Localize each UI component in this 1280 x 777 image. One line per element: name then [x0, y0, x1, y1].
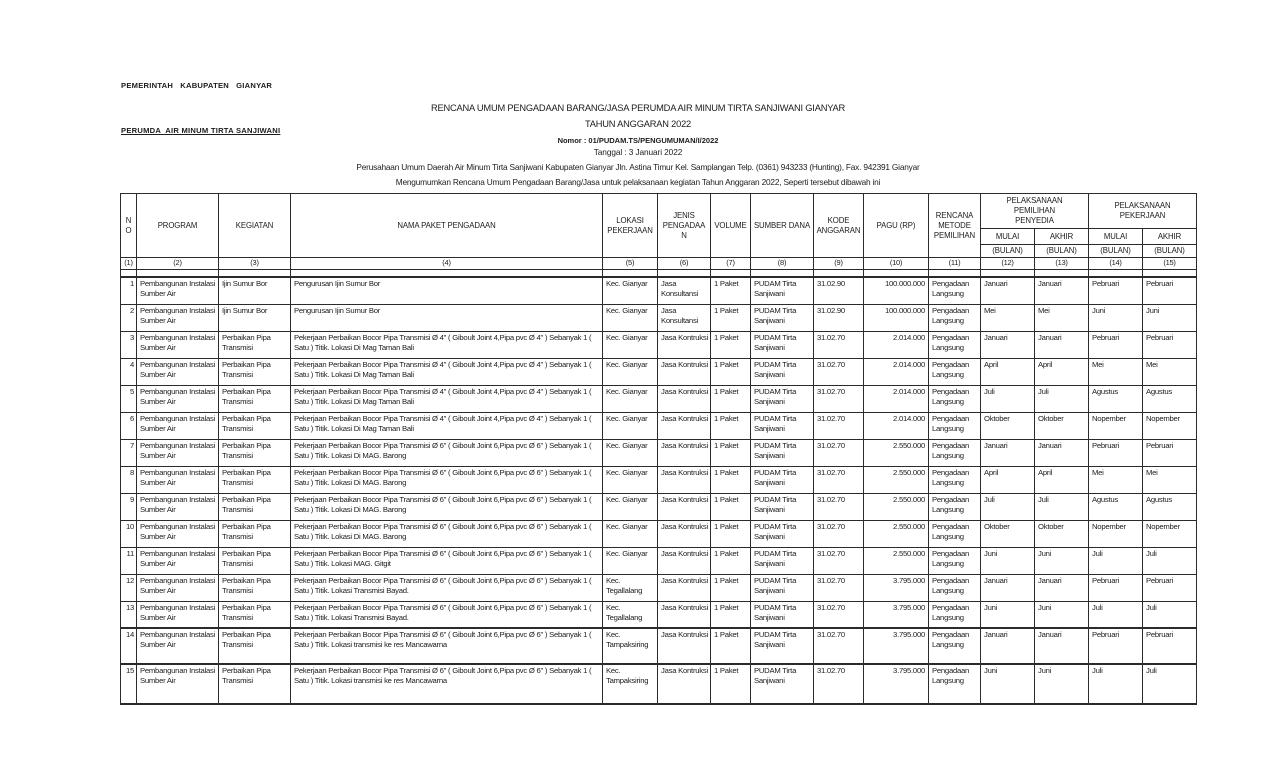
- cell-kegiatan: Perbaikan Pipa Transmisi: [219, 574, 291, 601]
- table-row: [121, 493, 1197, 520]
- cell-kegiatan: Ijin Sumur Bor: [219, 277, 291, 304]
- cell-mulai-pekerjaan: Juli: [1089, 547, 1143, 574]
- cell-lokasi: Kec. Gianyar: [603, 466, 658, 493]
- cell-akhir-pekerjaan: Juli: [1143, 601, 1197, 628]
- col-num-15: (15): [1143, 258, 1197, 270]
- cell-akhir-pekerjaan: Juli: [1143, 547, 1197, 574]
- cell-no: 10: [121, 520, 137, 547]
- cell-no: 5: [121, 385, 137, 412]
- col-num-9: (9): [814, 258, 864, 270]
- cell-metode: Pengadaan Langsung: [929, 466, 981, 493]
- cell-akhir-pemilihan: Oktober: [1035, 520, 1089, 547]
- cell-akhir-pemilihan: April: [1035, 466, 1089, 493]
- cell-lokasi: Kec. Gianyar: [603, 547, 658, 574]
- cell-mulai-pemilihan: Juni: [981, 547, 1035, 574]
- cell-jenis: Jasa Kontruksi: [658, 493, 711, 520]
- cell-mulai-pemilihan: Mei: [981, 304, 1035, 331]
- cell-kegiatan: Perbaikan Pipa Transmisi: [219, 412, 291, 439]
- cell-mulai-pekerjaan: Pebruari: [1089, 439, 1143, 466]
- column-number-row: [121, 258, 1197, 270]
- cell-mulai-pekerjaan: Juli: [1089, 664, 1143, 704]
- cell-mulai-pemilihan: Januari: [981, 331, 1035, 358]
- cell-lokasi: Kec. Gianyar: [603, 412, 658, 439]
- col-num-10: (10): [864, 258, 929, 270]
- cell-kegiatan: Perbaikan Pipa Transmisi: [219, 493, 291, 520]
- cell-lokasi: Kec. Gianyar: [603, 520, 658, 547]
- subheader-akhir-pekerjaan: AKHIR: [1143, 229, 1197, 245]
- cell-pagu: 2.014.000: [864, 331, 929, 358]
- cell-lokasi: Kec. Gianyar: [603, 331, 658, 358]
- table-row: [121, 331, 1197, 358]
- cell-sumber: PUDAM Tirta Sanjiwani: [751, 574, 814, 601]
- cell-pagu: 2.014.000: [864, 358, 929, 385]
- table-row: [121, 547, 1197, 574]
- col-header-kegiatan: KEGIATAN: [219, 194, 291, 258]
- col-num-11: (11): [929, 258, 981, 270]
- cell-lokasi: Kec. Gianyar: [603, 385, 658, 412]
- cell-jenis: Jasa Konsultansi: [658, 277, 711, 304]
- cell-kode: 31.02.90: [814, 277, 864, 304]
- cell-metode: Pengadaan Langsung: [929, 547, 981, 574]
- cell-jenis: Jasa Kontruksi: [658, 520, 711, 547]
- cell-program: Pembangunan Instalasi Sumber Air: [137, 331, 219, 358]
- cell-pagu: 2.550.000: [864, 520, 929, 547]
- cell-volume: 1 Paket: [711, 466, 751, 493]
- cell-akhir-pemilihan: Januari: [1035, 277, 1089, 304]
- cell-program: Pembangunan Instalasi Sumber Air: [137, 385, 219, 412]
- table-row: [121, 385, 1197, 412]
- cell-no: 13: [121, 601, 137, 628]
- cell-kegiatan: Perbaikan Pipa Transmisi: [219, 358, 291, 385]
- cell-kegiatan: Perbaikan Pipa Transmisi: [219, 664, 291, 704]
- cell-akhir-pekerjaan: Pebruari: [1143, 331, 1197, 358]
- cell-sumber: PUDAM Tirta Sanjiwani: [751, 277, 814, 304]
- cell-kode: 31.02.70: [814, 574, 864, 601]
- cell-lokasi: Kec. Gianyar: [603, 277, 658, 304]
- cell-lokasi: Kec. Gianyar: [603, 439, 658, 466]
- cell-sumber: PUDAM Tirta Sanjiwani: [751, 331, 814, 358]
- cell-jenis: Jasa Kontruksi: [658, 628, 711, 664]
- cell-kode: 31.02.70: [814, 331, 864, 358]
- page-subtitle: TAHUN ANGGARAN 2022: [584, 119, 692, 129]
- cell-pagu: 3.795.000: [864, 664, 929, 704]
- cell-volume: 1 Paket: [711, 664, 751, 704]
- cell-sumber: PUDAM Tirta Sanjiwani: [751, 412, 814, 439]
- cell-no: 11: [121, 547, 137, 574]
- cell-akhir-pekerjaan: Agustus: [1143, 493, 1197, 520]
- procurement-table: [120, 193, 1197, 705]
- cell-metode: Pengadaan Langsung: [929, 412, 981, 439]
- cell-no: 9: [121, 493, 137, 520]
- cell-mulai-pemilihan: Januari: [981, 439, 1035, 466]
- col-header-lokasi: LOKASI PEKERJAAN: [603, 194, 658, 258]
- table-row: [121, 439, 1197, 466]
- cell-akhir-pekerjaan: Pebruari: [1143, 277, 1197, 304]
- cell-mulai-pekerjaan: Pebruari: [1089, 331, 1143, 358]
- cell-mulai-pekerjaan: Juli: [1089, 601, 1143, 628]
- cell-akhir-pemilihan: Oktober: [1035, 412, 1089, 439]
- cell-nama: Pengurusan Ijin Sumur Bor: [291, 277, 603, 304]
- cell-kode: 31.02.70: [814, 601, 864, 628]
- cell-jenis: Jasa Kontruksi: [658, 466, 711, 493]
- cell-lokasi: Kec. Gianyar: [603, 304, 658, 331]
- col-num-6: (6): [658, 258, 711, 270]
- title-block: [120, 100, 1156, 189]
- cell-volume: 1 Paket: [711, 439, 751, 466]
- subheader-bulan-1: (BULAN): [981, 245, 1035, 258]
- cell-no: 14: [121, 628, 137, 664]
- cell-kegiatan: Perbaikan Pipa Transmisi: [219, 547, 291, 574]
- cell-akhir-pekerjaan: Pebruari: [1143, 628, 1197, 664]
- cell-mulai-pemilihan: Januari: [981, 574, 1035, 601]
- cell-program: Pembangunan Instalasi Sumber Air: [137, 439, 219, 466]
- col-header-kode-anggaran: KODE ANGGARAN: [814, 194, 864, 258]
- cell-mulai-pekerjaan: Pebruari: [1089, 574, 1143, 601]
- cell-no: 3: [121, 331, 137, 358]
- cell-mulai-pemilihan: Oktober: [981, 412, 1035, 439]
- subheader-bulan-4: (BULAN): [1143, 245, 1197, 258]
- cell-pagu: 2.014.000: [864, 412, 929, 439]
- cell-nama: Pekerjaan Perbaikan Bocor Pipa Transmisi Ø 6" ( Giboult Joint 6,Pipa pvc Ø 6" ) Sebanyak 1 ( Satu ) Titik. Lokasi Transmisi Bayad.: [291, 574, 603, 601]
- cell-volume: 1 Paket: [711, 277, 751, 304]
- cell-akhir-pemilihan: Januari: [1035, 628, 1089, 664]
- cell-jenis: Jasa Kontruksi: [658, 664, 711, 704]
- subheader-akhir-pemilihan: AKHIR: [1035, 229, 1089, 245]
- cell-sumber: PUDAM Tirta Sanjiwani: [751, 628, 814, 664]
- cell-mulai-pekerjaan: Nopember: [1089, 520, 1143, 547]
- group-header-pekerjaan-label: PELAKSANAAN PEKERJAAN: [1114, 201, 1171, 220]
- cell-volume: 1 Paket: [711, 304, 751, 331]
- cell-mulai-pemilihan: Juli: [981, 493, 1035, 520]
- table-row: [121, 412, 1197, 439]
- cell-no: 7: [121, 439, 137, 466]
- cell-program: Pembangunan Instalasi Sumber Air: [137, 628, 219, 664]
- cell-metode: Pengadaan Langsung: [929, 574, 981, 601]
- col-num-12: (12): [981, 258, 1035, 270]
- cell-sumber: PUDAM Tirta Sanjiwani: [751, 493, 814, 520]
- spacer-row: [121, 270, 1197, 278]
- subheader-mulai-pekerjaan: MULAI: [1089, 229, 1143, 245]
- cell-pagu: 2.550.000: [864, 466, 929, 493]
- cell-program: Pembangunan Instalasi Sumber Air: [137, 574, 219, 601]
- cell-program: Pembangunan Instalasi Sumber Air: [137, 601, 219, 628]
- cell-mulai-pekerjaan: Agustus: [1089, 385, 1143, 412]
- cell-akhir-pekerjaan: Nopember: [1143, 520, 1197, 547]
- cell-jenis: Jasa Kontruksi: [658, 385, 711, 412]
- cell-kegiatan: Perbaikan Pipa Transmisi: [219, 520, 291, 547]
- cell-nama: Pekerjaan Perbaikan Bocor Pipa Transmisi Ø 6" ( Giboult Joint 6,Pipa pvc Ø 6" ) Sebanyak 1 ( Satu ) Titik. Lokasi transmisi ke res Mancawarna: [291, 664, 603, 704]
- col-header-metode: RENCANA METODE PEMILIHAN: [929, 194, 981, 258]
- announcement-line: Mengumumkan Rencana Umum Pengadaan Barang/Jasa untuk pelaksanaan kegiatan Tahun Anggaran 2022, Seperti tersebut dibawah ini: [395, 177, 881, 187]
- cell-program: Pembangunan Instalasi Sumber Air: [137, 412, 219, 439]
- cell-no: 6: [121, 412, 137, 439]
- page-title: RENCANA UMUM PENGADAAN BARANG/JASA PERUMDA AIR MINUM TIRTA SANJIWANI GIANYAR: [430, 103, 846, 113]
- cell-jenis: Jasa Konsultansi: [658, 304, 711, 331]
- col-header-jenis: JENIS PENGADAAN: [658, 194, 711, 258]
- document-date: Tanggal : 3 Januari 2022: [593, 147, 683, 157]
- cell-nama: Pekerjaan Perbaikan Bocor Pipa Transmisi Ø 4" ( Giboult Joint 4,Pipa pvc Ø 4" ) Sebanyak 1 ( Satu ) Titik. Lokasi Di Mag Taman Bali: [291, 331, 603, 358]
- cell-nama: Pekerjaan Perbaikan Bocor Pipa Transmisi Ø 4" ( Giboult Joint 4,Pipa pvc Ø 4" ) Sebanyak 1 ( Satu ) Titik. Lokasi Di Mag Taman Bali: [291, 385, 603, 412]
- col-num-13: (13): [1035, 258, 1089, 270]
- cell-program: Pembangunan Instalasi Sumber Air: [137, 493, 219, 520]
- cell-program: Pembangunan Instalasi Sumber Air: [137, 520, 219, 547]
- cell-mulai-pemilihan: Oktober: [981, 520, 1035, 547]
- cell-kode: 31.02.70: [814, 547, 864, 574]
- table-row: [121, 574, 1197, 601]
- cell-volume: 1 Paket: [711, 358, 751, 385]
- cell-akhir-pekerjaan: Mei: [1143, 358, 1197, 385]
- col-num-5: (5): [603, 258, 658, 270]
- cell-no: 12: [121, 574, 137, 601]
- cell-akhir-pekerjaan: Mei: [1143, 466, 1197, 493]
- col-header-program: PROGRAM: [137, 194, 219, 258]
- table-row: [121, 520, 1197, 547]
- cell-akhir-pemilihan: Juni: [1035, 664, 1089, 704]
- cell-mulai-pekerjaan: Pebruari: [1089, 277, 1143, 304]
- cell-sumber: PUDAM Tirta Sanjiwani: [751, 439, 814, 466]
- cell-program: Pembangunan Instalasi Sumber Air: [137, 466, 219, 493]
- cell-kode: 31.02.70: [814, 385, 864, 412]
- cell-mulai-pekerjaan: Mei: [1089, 358, 1143, 385]
- cell-metode: Pengadaan Langsung: [929, 628, 981, 664]
- cell-metode: Pengadaan Langsung: [929, 358, 981, 385]
- cell-sumber: PUDAM Tirta Sanjiwani: [751, 601, 814, 628]
- cell-volume: 1 Paket: [711, 493, 751, 520]
- group-header-pemilihan-penyedia: [981, 194, 1089, 229]
- col-header-no: NO: [121, 194, 137, 258]
- col-num-8: (8): [751, 258, 814, 270]
- cell-mulai-pekerjaan: Mei: [1089, 466, 1143, 493]
- cell-kode: 31.02.90: [814, 304, 864, 331]
- cell-jenis: Jasa Kontruksi: [658, 358, 711, 385]
- cell-akhir-pekerjaan: Nopember: [1143, 412, 1197, 439]
- cell-mulai-pemilihan: April: [981, 466, 1035, 493]
- document-number: Nomor : 01/PUDAM.TS/PENGUMUMAN/I/2022: [557, 136, 719, 145]
- cell-lokasi: Kec. Tegallalang: [603, 574, 658, 601]
- cell-mulai-pemilihan: Juni: [981, 664, 1035, 704]
- cell-lokasi: Kec. Tegallalang: [603, 601, 658, 628]
- cell-kode: 31.02.70: [814, 493, 864, 520]
- cell-sumber: PUDAM Tirta Sanjiwani: [751, 664, 814, 704]
- cell-akhir-pekerjaan: Juli: [1143, 664, 1197, 704]
- cell-metode: Pengadaan Langsung: [929, 664, 981, 704]
- subheader-bulan-3: (BULAN): [1089, 245, 1143, 258]
- cell-nama: Pekerjaan Perbaikan Bocor Pipa Transmisi Ø 6" ( Giboult Joint 6,Pipa pvc Ø 6" ) Sebanyak 1 ( Satu ) Titik. Lokasi Transmisi Bayad.: [291, 601, 603, 628]
- col-num-1: (1): [121, 258, 137, 270]
- group-header-pemilihan-label: PELAKSANAAN PEMILIHAN PENYEDIA: [1006, 196, 1063, 225]
- col-header-pagu: PAGU (RP): [864, 194, 929, 258]
- cell-nama: Pekerjaan Perbaikan Bocor Pipa Transmisi Ø 4" ( Giboult Joint 4,Pipa pvc Ø 4" ) Sebanyak 1 ( Satu ) Titik. Lokasi Di Mag Taman Bali: [291, 412, 603, 439]
- company-address: Perusahaan Umum Daerah Air Minum Tirta Sanjiwani Kabupaten Gianyar Jln. Astina Timur Kel. Samplangan Telp. (0361) 943233 (Hunting), Fax. 942391 Gianyar: [356, 162, 920, 172]
- cell-lokasi: Kec. Gianyar: [603, 358, 658, 385]
- cell-volume: 1 Paket: [711, 412, 751, 439]
- cell-akhir-pemilihan: Juli: [1035, 493, 1089, 520]
- cell-kegiatan: Perbaikan Pipa Transmisi: [219, 385, 291, 412]
- col-num-14: (14): [1089, 258, 1143, 270]
- cell-akhir-pemilihan: Mei: [1035, 304, 1089, 331]
- table-row: [121, 664, 1197, 704]
- cell-pagu: 3.795.000: [864, 601, 929, 628]
- cell-program: Pembangunan Instalasi Sumber Air: [137, 664, 219, 704]
- cell-kegiatan: Perbaikan Pipa Transmisi: [219, 601, 291, 628]
- cell-jenis: Jasa Kontruksi: [658, 574, 711, 601]
- cell-nama: Pengurusan Ijin Sumur Bor: [291, 304, 603, 331]
- cell-pagu: 2.550.000: [864, 439, 929, 466]
- cell-volume: 1 Paket: [711, 547, 751, 574]
- table-row: [121, 466, 1197, 493]
- cell-pagu: 100.000.000: [864, 304, 929, 331]
- cell-akhir-pemilihan: Juni: [1035, 601, 1089, 628]
- cell-metode: Pengadaan Langsung: [929, 304, 981, 331]
- cell-nama: Pekerjaan Perbaikan Bocor Pipa Transmisi Ø 6" ( Giboult Joint 6,Pipa pvc Ø 6" ) Sebanyak 1 ( Satu ) Titik. Lokasi Di MAG. Barong: [291, 439, 603, 466]
- cell-akhir-pemilihan: Januari: [1035, 331, 1089, 358]
- col-num-2: (2): [137, 258, 219, 270]
- cell-volume: 1 Paket: [711, 385, 751, 412]
- col-header-sumber-dana: SUMBER DANA: [751, 194, 814, 258]
- cell-kode: 31.02.70: [814, 520, 864, 547]
- cell-akhir-pekerjaan: Agustus: [1143, 385, 1197, 412]
- col-num-3: (3): [219, 258, 291, 270]
- cell-pagu: 2.014.000: [864, 385, 929, 412]
- cell-nama: Pekerjaan Perbaikan Bocor Pipa Transmisi Ø 6" ( Giboult Joint 6,Pipa pvc Ø 6" ) Sebanyak 1 ( Satu ) Titik. Lokasi transmisi ke res Mancawarna: [291, 628, 603, 664]
- cell-volume: 1 Paket: [711, 520, 751, 547]
- cell-jenis: Jasa Kontruksi: [658, 439, 711, 466]
- table-row: [121, 358, 1197, 385]
- cell-mulai-pekerjaan: Juni: [1089, 304, 1143, 331]
- cell-lokasi: Kec. Tampaksiring: [603, 664, 658, 704]
- cell-program: Pembangunan Instalasi Sumber Air: [137, 304, 219, 331]
- table-row: [121, 304, 1197, 331]
- cell-akhir-pekerjaan: Pebruari: [1143, 439, 1197, 466]
- table-row: [121, 277, 1197, 304]
- letterhead-line1: PEMERINTAH KABUPATEN GIANYAR: [121, 81, 273, 90]
- col-num-7: (7): [711, 258, 751, 270]
- cell-program: Pembangunan Instalasi Sumber Air: [137, 547, 219, 574]
- subheader-mulai-pemilihan: MULAI: [981, 229, 1035, 245]
- cell-akhir-pemilihan: Juni: [1035, 547, 1089, 574]
- letterhead-line2: PERUMDA AIR MINUM TIRTA SANJIWANI: [121, 126, 281, 135]
- cell-akhir-pekerjaan: Pebruari: [1143, 574, 1197, 601]
- cell-kode: 31.02.70: [814, 439, 864, 466]
- cell-nama: Pekerjaan Perbaikan Bocor Pipa Transmisi Ø 4" ( Giboult Joint 4,Pipa pvc Ø 4" ) Sebanyak 1 ( Satu ) Titik. Lokasi Di Mag Taman Bali: [291, 358, 603, 385]
- cell-mulai-pemilihan: Januari: [981, 628, 1035, 664]
- cell-akhir-pemilihan: April: [1035, 358, 1089, 385]
- cell-nama: Pekerjaan Perbaikan Bocor Pipa Transmisi Ø 6" ( Giboult Joint 6,Pipa pvc Ø 6" ) Sebanyak 1 ( Satu ) Titik. Lokasi MAG. Gitgit: [291, 547, 603, 574]
- subheader-bulan-2: (BULAN): [1035, 245, 1089, 258]
- cell-pagu: 3.795.000: [864, 574, 929, 601]
- cell-pagu: 100.000.000: [864, 277, 929, 304]
- cell-kegiatan: Perbaikan Pipa Transmisi: [219, 331, 291, 358]
- cell-sumber: PUDAM Tirta Sanjiwani: [751, 385, 814, 412]
- cell-kode: 31.02.70: [814, 412, 864, 439]
- cell-no: 8: [121, 466, 137, 493]
- cell-kegiatan: Perbaikan Pipa Transmisi: [219, 439, 291, 466]
- cell-mulai-pemilihan: Juli: [981, 385, 1035, 412]
- cell-metode: Pengadaan Langsung: [929, 493, 981, 520]
- cell-metode: Pengadaan Langsung: [929, 439, 981, 466]
- cell-nama: Pekerjaan Perbaikan Bocor Pipa Transmisi Ø 6" ( Giboult Joint 6,Pipa pvc Ø 6" ) Sebanyak 1 ( Satu ) Titik. Lokasi Di MAG. Barong: [291, 493, 603, 520]
- cell-jenis: Jasa Kontruksi: [658, 547, 711, 574]
- cell-no: 1: [121, 277, 137, 304]
- cell-akhir-pemilihan: Januari: [1035, 439, 1089, 466]
- group-header-pekerjaan: [1089, 194, 1197, 229]
- cell-kegiatan: Perbaikan Pipa Transmisi: [219, 466, 291, 493]
- cell-metode: Pengadaan Langsung: [929, 601, 981, 628]
- cell-sumber: PUDAM Tirta Sanjiwani: [751, 304, 814, 331]
- cell-jenis: Jasa Kontruksi: [658, 331, 711, 358]
- cell-no: 4: [121, 358, 137, 385]
- cell-mulai-pekerjaan: Pebruari: [1089, 628, 1143, 664]
- cell-lokasi: Kec. Tampaksiring: [603, 628, 658, 664]
- cell-kode: 31.02.70: [814, 358, 864, 385]
- cell-metode: Pengadaan Langsung: [929, 385, 981, 412]
- cell-kegiatan: Ijin Sumur Bor: [219, 304, 291, 331]
- cell-sumber: PUDAM Tirta Sanjiwani: [751, 547, 814, 574]
- cell-kegiatan: Perbaikan Pipa Transmisi: [219, 628, 291, 664]
- cell-metode: Pengadaan Langsung: [929, 331, 981, 358]
- cell-pagu: 2.550.000: [864, 547, 929, 574]
- cell-kode: 31.02.70: [814, 664, 864, 704]
- cell-nama: Pekerjaan Perbaikan Bocor Pipa Transmisi Ø 6" ( Giboult Joint 6,Pipa pvc Ø 6" ) Sebanyak 1 ( Satu ) Titik. Lokasi Di MAG. Barong: [291, 466, 603, 493]
- cell-jenis: Jasa Kontruksi: [658, 601, 711, 628]
- cell-akhir-pekerjaan: Juni: [1143, 304, 1197, 331]
- cell-mulai-pekerjaan: Nopember: [1089, 412, 1143, 439]
- cell-sumber: PUDAM Tirta Sanjiwani: [751, 466, 814, 493]
- cell-volume: 1 Paket: [711, 331, 751, 358]
- col-header-volume: VOLUME: [711, 194, 751, 258]
- cell-pagu: 2.550.000: [864, 493, 929, 520]
- cell-jenis: Jasa Kontruksi: [658, 412, 711, 439]
- cell-volume: 1 Paket: [711, 601, 751, 628]
- cell-no: 15: [121, 664, 137, 704]
- cell-volume: 1 Paket: [711, 628, 751, 664]
- cell-metode: Pengadaan Langsung: [929, 277, 981, 304]
- cell-mulai-pemilihan: April: [981, 358, 1035, 385]
- cell-program: Pembangunan Instalasi Sumber Air: [137, 277, 219, 304]
- table-row: [121, 601, 1197, 628]
- cell-sumber: PUDAM Tirta Sanjiwani: [751, 520, 814, 547]
- cell-kode: 31.02.70: [814, 466, 864, 493]
- cell-lokasi: Kec. Gianyar: [603, 493, 658, 520]
- cell-metode: Pengadaan Langsung: [929, 520, 981, 547]
- cell-akhir-pemilihan: Juli: [1035, 385, 1089, 412]
- cell-nama: Pekerjaan Perbaikan Bocor Pipa Transmisi Ø 6" ( Giboult Joint 6,Pipa pvc Ø 6" ) Sebanyak 1 ( Satu ) Titik. Lokasi Di MAG. Barong: [291, 520, 603, 547]
- cell-mulai-pemilihan: Januari: [981, 277, 1035, 304]
- cell-volume: 1 Paket: [711, 574, 751, 601]
- col-header-nama-paket: NAMA PAKET PENGADAAN: [291, 194, 603, 258]
- cell-akhir-pemilihan: Januari: [1035, 574, 1089, 601]
- cell-mulai-pekerjaan: Agustus: [1089, 493, 1143, 520]
- cell-program: Pembangunan Instalasi Sumber Air: [137, 358, 219, 385]
- cell-sumber: PUDAM Tirta Sanjiwani: [751, 358, 814, 385]
- col-num-4: (4): [291, 258, 603, 270]
- cell-no: 2: [121, 304, 137, 331]
- table-row: [121, 628, 1197, 664]
- cell-pagu: 3.795.000: [864, 628, 929, 664]
- cell-kode: 31.02.70: [814, 628, 864, 664]
- cell-mulai-pemilihan: Juni: [981, 601, 1035, 628]
